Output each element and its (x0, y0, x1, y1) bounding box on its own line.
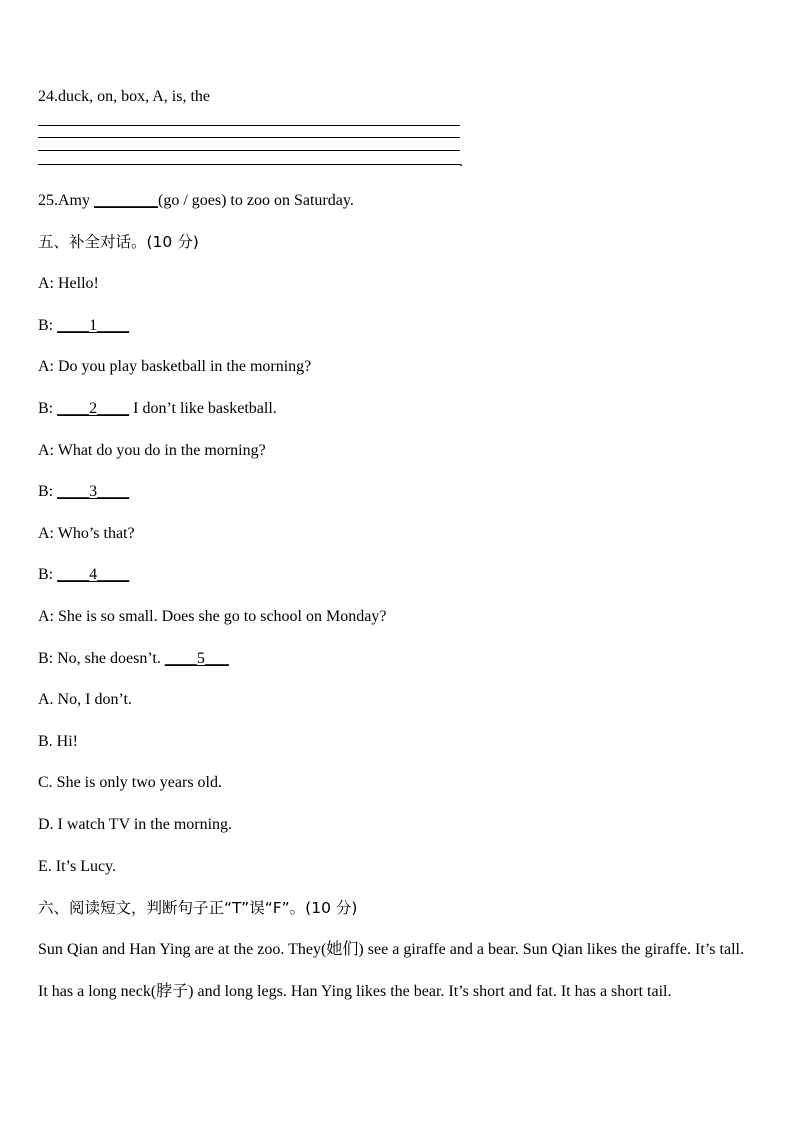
dialogue-line (38, 649, 229, 669)
dialogue-line (38, 607, 386, 627)
dialogue-text: I don’t like basketball. (129, 400, 277, 417)
dialogue-text: What do you do in the morning? (57, 442, 266, 459)
dialogue-blank: ____5___ (164, 650, 229, 667)
dialogue-text: Who’s that? (57, 525, 135, 542)
speaker-label: A: (38, 525, 58, 542)
dialogue-line (38, 565, 129, 585)
speaker-label: B: (38, 650, 58, 667)
dialogue-text: No, she doesn’t. (57, 650, 165, 667)
dialogue-line (38, 441, 266, 461)
answer-line (38, 125, 460, 126)
speaker-label: B: (38, 483, 58, 500)
speaker-label: A: (38, 442, 58, 459)
section-heading-5: 五、补全对话。(10 分) (38, 233, 199, 251)
speaker-label: A: (38, 358, 58, 375)
dialogue-line (38, 357, 311, 377)
answer-line (38, 137, 460, 138)
dialogue-line (38, 524, 135, 544)
section-heading-6: 六、阅读短文，判断句子正“T”误“F”。(10 分) (38, 899, 358, 917)
speaker-label: A: (38, 608, 58, 625)
answer-end-mark: . (459, 153, 463, 170)
option-item: E. It’s Lucy. (38, 858, 117, 875)
question-number: 25. (38, 192, 58, 209)
question-25 (38, 191, 354, 211)
question-text: (go / goes) to zoo on Saturday. (158, 192, 354, 209)
speaker-label: B: (38, 400, 58, 417)
dialogue-line (38, 316, 129, 336)
reading-passage: Sun Qian and Han Ying are at the zoo. They(她们) see a giraffe and a bear. Sun Qian likes the giraffe. It’s tall. It has a long neck(脖子) and long legs. Han Ying likes the bear. It’s short and fat. It has a short tail. (38, 941, 744, 1000)
dialogue-text: She is so small. Does she go to school on Monday? (58, 608, 387, 625)
dialogue-blank: ____4____ (57, 566, 130, 583)
option-item: A. No, I don’t. (38, 691, 132, 708)
speaker-label: B: (38, 317, 58, 334)
option-item: C. She is only two years old. (38, 774, 222, 791)
question-24 (38, 87, 210, 107)
option-item: D. I watch TV in the morning. (38, 816, 233, 833)
dialogue-line (38, 399, 277, 419)
speaker-label: A: (38, 275, 58, 292)
answer-line (38, 164, 460, 165)
dialogue-text: Do you play basketball in the morning? (58, 358, 312, 375)
speaker-label: B: (38, 566, 58, 583)
word-list: duck, on, box, A, is, the (58, 88, 210, 105)
question-text: Amy (58, 192, 94, 209)
dialogue-line (38, 482, 129, 502)
option-item: B. Hi! (38, 733, 78, 750)
dialogue-blank: ____2____ (57, 400, 130, 417)
question-number: 24. (38, 88, 58, 105)
dialogue-blank: ____1____ (57, 317, 130, 334)
dialogue-line (38, 274, 99, 294)
dialogue-text: Hello! (58, 275, 99, 292)
answer-line (38, 150, 460, 151)
fill-blank: ________ (94, 192, 158, 209)
dialogue-blank: ____3____ (57, 483, 130, 500)
